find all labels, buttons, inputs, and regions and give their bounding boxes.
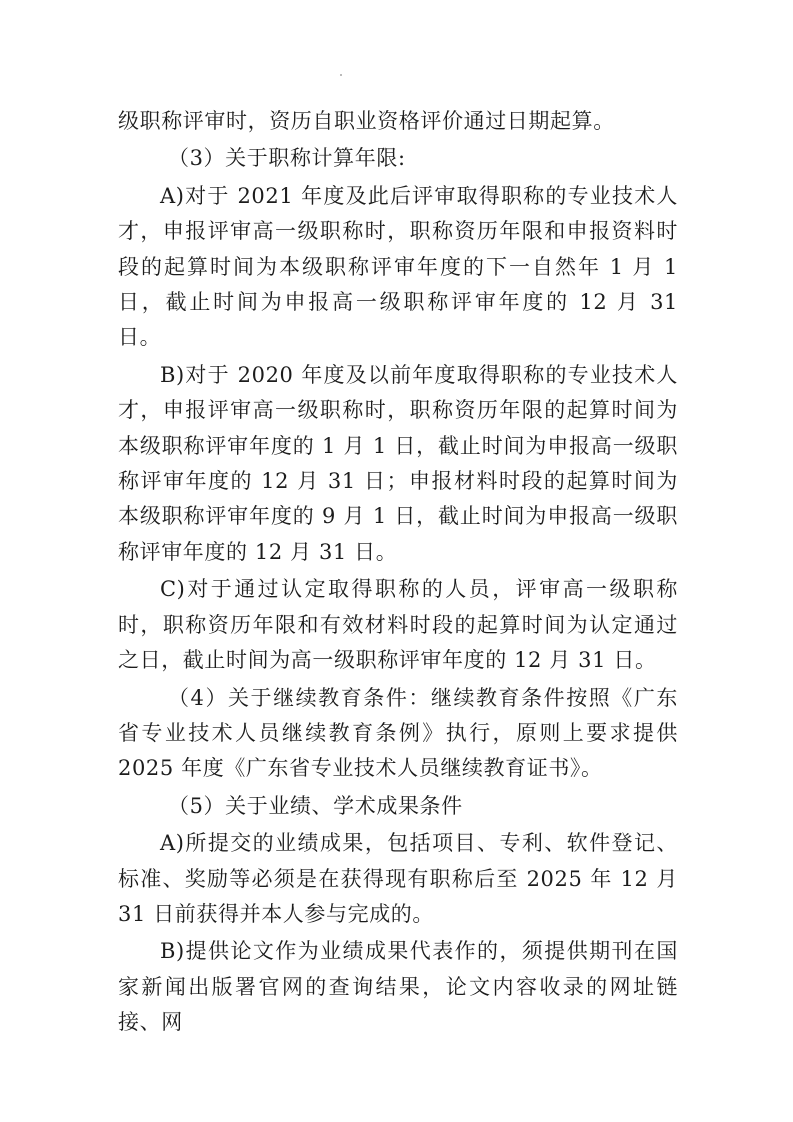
section-heading-4: （4）关于继续教育条件：继续教育条件按照《广东省专业技术人员继续教育条例》执行，原则上要求提供 2025 年度《广东省专业技术人员继续教育证书》。 xyxy=(118,685,678,781)
paragraph-b-papers: B)提供论文作为业绩成果代表作的，须提供期刊在国家新闻出版署官网的查询结果，论文内容收录的网址链接、网 xyxy=(118,939,678,1035)
paragraph-a-achievements: A)所提交的业绩成果，包括项目、专利、软件登记、标准、奖励等必须是在获得现有职称后至 2025 年 12 月 31 日前获得并本人参与完成的。 xyxy=(118,831,678,926)
paragraph-continuation: 级职称评审时，资历自职业资格评价通过日期起算。 xyxy=(118,109,615,133)
paragraph-c-recognition: C)对于通过认定取得职称的人员，评审高一级职称时，职称资历年限和有效材料时段的起算时间为认定通过之日，截止时间为高一级职称评审年度的 12 月 31 日。 xyxy=(118,577,678,673)
scan-mark xyxy=(340,74,342,76)
section-heading-3: （3）关于职称计算年限: xyxy=(168,146,406,171)
paragraph-a-2021: A)对于 2021 年度及此后评审取得职称的专业技术人才，申报评审高一级职称时，职称资历年限和申报资料时段的起算时间为本级职称评审年度的下一自然年 1 月 1 日，截止时间为申报高一级职称评审年度的 12 月 31 日。 xyxy=(118,183,678,350)
section-heading-5: （5）关于业绩、学术成果条件 xyxy=(168,793,463,818)
paragraph-b-2020: B)对于 2020 年度及以前年度取得职称的专业技术人才，申报评审高一级职称时，职称资历年限的起算时间为本级职称评审年度的 1 月 1 日，截止时间为申报高一级职称评审年度的 12 月 31 日；申报材料时段的起算时间为本级职称评审年度的 9 月 1 日，截止时间为申报高一级职称评审年度的 12 月 31 日。 xyxy=(118,362,678,564)
